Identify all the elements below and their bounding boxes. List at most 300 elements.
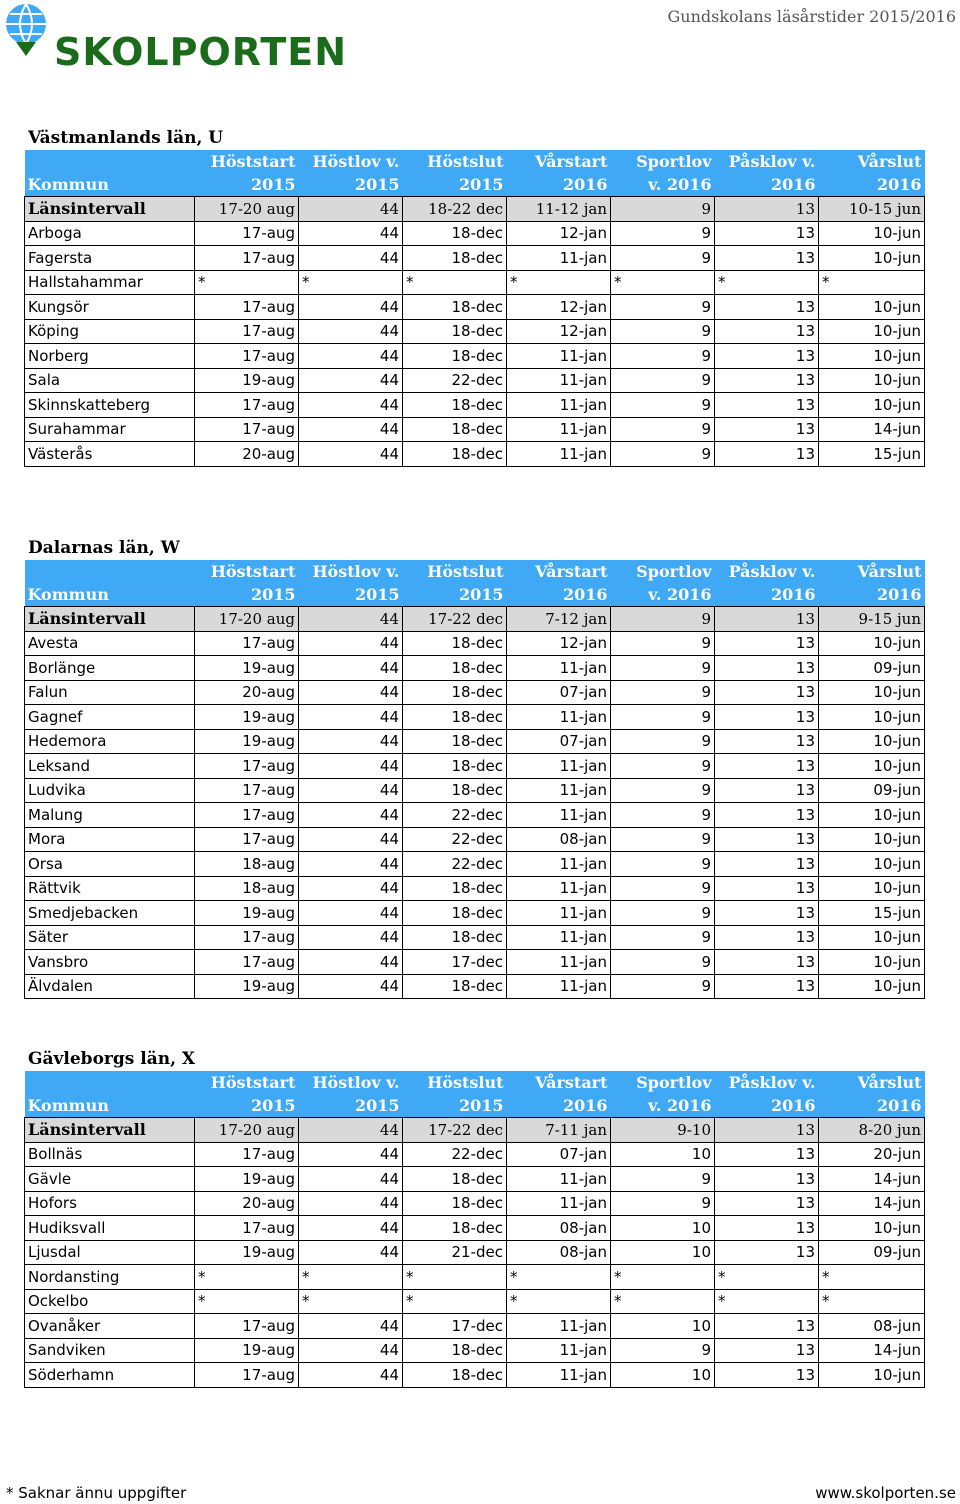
table-cell: 9 [611,705,715,730]
interval-cell: 11-12 jan [507,197,611,222]
table-cell: 9 [611,631,715,656]
column-header-line: Påsklov v. [728,1073,816,1092]
table-cell: 44 [299,876,403,901]
table-cell: 19-aug [195,656,299,681]
table-cell: 20-jun [819,1142,925,1167]
column-header-line: Påsklov v. [728,562,816,581]
table-cell: 44 [299,1338,403,1363]
column-header-line: Sportlov [636,152,712,171]
table-cell: 11-jan [507,754,611,779]
table-cell: 9 [611,876,715,901]
table-row [25,295,925,320]
table-cell: 9 [611,442,715,467]
table-cell: 17-aug [195,1314,299,1339]
column-header-line: Vårslut [857,152,922,171]
municipality-name: Hudiksvall [25,1216,195,1241]
table-cell: 17-aug [195,417,299,442]
table-cell: * [195,1265,299,1290]
column-header [819,1071,925,1118]
table-cell: 44 [299,393,403,418]
table-row [25,417,925,442]
table-cell: 44 [299,925,403,950]
table-cell: 10-jun [819,1216,925,1241]
table-row [25,631,925,656]
interval-cell: 18-22 dec [403,197,507,222]
table-cell: 44 [299,1314,403,1339]
interval-cell: 9-10 [611,1118,715,1143]
schedule-table [24,560,925,999]
table-cell: 44 [299,1240,403,1265]
column-header-line: Höststart [210,562,296,581]
table-cell: 17-aug [195,1216,299,1241]
table-cell: 19-aug [195,368,299,393]
table-cell: * [299,270,403,295]
table-cell: 44 [299,417,403,442]
table-cell: 18-dec [403,680,507,705]
table-cell: * [819,1265,925,1290]
table-cell: 08-jan [507,827,611,852]
table-cell: 10-jun [819,368,925,393]
table-cell: 11-jan [507,1191,611,1216]
table-cell: 17-aug [195,221,299,246]
table-row [25,246,925,271]
table-cell: * [403,1265,507,1290]
table-cell: 13 [715,1191,819,1216]
table-cell: 18-aug [195,876,299,901]
table-cell: 44 [299,827,403,852]
table-cell: * [195,270,299,295]
municipality-name: Malung [25,803,195,828]
table-cell: 22-dec [403,827,507,852]
table-cell: 13 [715,442,819,467]
table-row [25,270,925,295]
table-cell: 19-aug [195,974,299,999]
table-cell: 18-dec [403,925,507,950]
table-cell: 10-jun [819,1363,925,1388]
interval-cell: 9 [611,607,715,632]
globe-icon [2,2,52,58]
table-cell: 44 [299,974,403,999]
table-cell: 15-jun [819,442,925,467]
table-cell: * [403,270,507,295]
table-cell: 10-jun [819,754,925,779]
table-cell: 17-aug [195,754,299,779]
table-cell: 11-jan [507,1338,611,1363]
interval-cell: 44 [299,1118,403,1143]
schedule-table [24,1071,925,1388]
table-row [25,1142,925,1167]
table-cell: 9 [611,852,715,877]
table-cell: * [507,1289,611,1314]
municipality-name: Ockelbo [25,1289,195,1314]
column-header [25,150,195,197]
column-header-line: 2016 [876,585,922,604]
table-cell: 18-dec [403,417,507,442]
interval-cell: 8-20 jun [819,1118,925,1143]
table-cell: * [403,1289,507,1314]
table-cell: 9 [611,778,715,803]
table-cell: 13 [715,1240,819,1265]
table-cell: 18-dec [403,778,507,803]
county-section [24,126,924,467]
table-cell: 13 [715,852,819,877]
table-cell: 44 [299,901,403,926]
table-row [25,1240,925,1265]
column-header-line: v. 2016 [648,1096,712,1115]
municipality-name: Gävle [25,1167,195,1192]
interval-cell: 13 [715,607,819,632]
table-cell: 13 [715,1167,819,1192]
table-cell: 12-jan [507,631,611,656]
table-cell: 19-aug [195,1167,299,1192]
column-header-line: Kommun [27,585,109,604]
table-row [25,1289,925,1314]
table-cell: 22-dec [403,368,507,393]
table-cell: 18-dec [403,1191,507,1216]
column-header-line: Vårstart [535,562,608,581]
table-cell: 9 [611,656,715,681]
table-row [25,1191,925,1216]
table-cell: * [507,1265,611,1290]
column-header-line: Höstlov v. [312,562,400,581]
table-cell: 12-jan [507,319,611,344]
header-row [25,150,925,197]
table-cell: 9 [611,754,715,779]
document-title: Gundskolans läsårstider 2015/2016 [667,7,956,26]
table-cell: 18-dec [403,754,507,779]
table-cell: 18-dec [403,631,507,656]
table-cell: 13 [715,1314,819,1339]
table-row [25,705,925,730]
table-cell: 17-aug [195,827,299,852]
table-cell: 13 [715,393,819,418]
table-cell: 19-aug [195,1240,299,1265]
column-header-line: 2016 [562,585,608,604]
table-cell: 13 [715,729,819,754]
table-cell: 13 [715,221,819,246]
column-header-line: 2015 [458,585,504,604]
column-header [299,150,403,197]
table-cell: * [715,1265,819,1290]
table-cell: 11-jan [507,705,611,730]
table-cell: 44 [299,246,403,271]
table-cell: 21-dec [403,1240,507,1265]
table-cell: * [507,270,611,295]
logo-text: SKOLPORTEN [54,30,348,74]
column-header-line: 2015 [458,1096,504,1115]
table-cell: 9 [611,827,715,852]
table-cell: 44 [299,1142,403,1167]
table-cell: 9 [611,344,715,369]
column-header-line: 2015 [354,585,400,604]
table-cell: 11-jan [507,974,611,999]
county-title: Västmanlands län, U [28,128,224,148]
table-cell: 44 [299,1363,403,1388]
table-cell: 18-aug [195,852,299,877]
municipality-name: Norberg [25,344,195,369]
table-cell: 9 [611,974,715,999]
column-header-line: 2016 [770,1096,816,1115]
table-cell: 13 [715,754,819,779]
table-cell: 13 [715,950,819,975]
schedule-table [24,150,925,467]
table-cell: 13 [715,246,819,271]
table-cell: 17-aug [195,631,299,656]
table-cell: 11-jan [507,778,611,803]
table-row [25,1167,925,1192]
table-cell: 11-jan [507,1363,611,1388]
table-cell: 13 [715,1142,819,1167]
table-cell: 11-jan [507,1314,611,1339]
table-cell: 11-jan [507,442,611,467]
table-cell: 10-jun [819,950,925,975]
table-cell: 44 [299,295,403,320]
municipality-name: Kungsör [25,295,195,320]
column-header-line: 2015 [250,1096,296,1115]
column-header [819,150,925,197]
table-cell: 14-jun [819,417,925,442]
county-section [24,1047,924,1388]
column-header-line: Sportlov [636,562,712,581]
header-spacer [28,150,192,173]
table-cell: 10-jun [819,221,925,246]
table-cell: 44 [299,1191,403,1216]
municipality-name: Nordansting [25,1265,195,1290]
table-cell: 44 [299,803,403,828]
table-cell: 22-dec [403,852,507,877]
column-header-line: Kommun [27,175,109,194]
table-cell: 13 [715,1338,819,1363]
column-header-line: Höstlov v. [312,1073,400,1092]
table-cell: 13 [715,803,819,828]
interval-label: Länsintervall [25,607,195,632]
municipality-name: Säter [25,925,195,950]
county-title: Gävleborgs län, X [28,1049,196,1069]
column-header-line: v. 2016 [648,585,712,604]
table-cell: 10-jun [819,680,925,705]
table-cell: 20-aug [195,1191,299,1216]
table-cell: 18-dec [403,246,507,271]
table-cell: 12-jan [507,295,611,320]
table-cell: 17-aug [195,319,299,344]
municipality-name: Arboga [25,221,195,246]
municipality-name: Gagnef [25,705,195,730]
column-header-line: Vårstart [535,1073,608,1092]
table-row [25,1363,925,1388]
table-cell: 11-jan [507,344,611,369]
interval-cell: 7-12 jan [507,607,611,632]
table-cell: 9 [611,1167,715,1192]
column-header-line: v. 2016 [648,175,712,194]
municipality-name: Bollnäs [25,1142,195,1167]
municipality-name: Smedjebacken [25,901,195,926]
table-cell: 44 [299,680,403,705]
column-header-line: 2016 [562,1096,608,1115]
table-cell: 18-dec [403,705,507,730]
column-header-line: Höstslut [427,1073,504,1092]
table-cell: 17-aug [195,295,299,320]
table-cell: 17-aug [195,344,299,369]
table-cell: 12-jan [507,221,611,246]
municipality-name: Köping [25,319,195,344]
municipality-name: Falun [25,680,195,705]
table-row [25,393,925,418]
column-header [403,1071,507,1118]
table-cell: 18-dec [403,1363,507,1388]
table-cell: 44 [299,778,403,803]
table-cell: 18-dec [403,393,507,418]
column-header-line: Höstslut [427,562,504,581]
table-cell: 19-aug [195,1338,299,1363]
municipality-name: Leksand [25,754,195,779]
table-cell: 18-dec [403,221,507,246]
table-cell: 09-jun [819,1240,925,1265]
table-cell: 18-dec [403,1216,507,1241]
municipality-name: Söderhamn [25,1363,195,1388]
table-cell: 14-jun [819,1338,925,1363]
table-cell: 9 [611,729,715,754]
table-row [25,319,925,344]
table-cell: 10-jun [819,705,925,730]
table-cell: 10-jun [819,729,925,754]
table-cell: 9 [611,393,715,418]
table-cell: 13 [715,925,819,950]
column-header [819,560,925,607]
table-cell: 13 [715,319,819,344]
table-cell: * [299,1289,403,1314]
municipality-name: Hofors [25,1191,195,1216]
table-cell: 9 [611,368,715,393]
column-header-line: Vårstart [535,152,608,171]
header-row [25,560,925,607]
interval-cell: 17-20 aug [195,1118,299,1143]
table-cell: 44 [299,442,403,467]
municipality-name: Ovanåker [25,1314,195,1339]
table-cell: 9 [611,246,715,271]
table-row [25,1338,925,1363]
municipality-name: Vansbro [25,950,195,975]
interval-cell: 17-22 dec [403,607,507,632]
interval-cell: 9-15 jun [819,607,925,632]
table-cell: 17-aug [195,393,299,418]
interval-cell: 13 [715,197,819,222]
municipality-name: Borlänge [25,656,195,681]
table-cell: 17-aug [195,246,299,271]
table-cell: 18-dec [403,295,507,320]
table-cell: 9 [611,319,715,344]
table-cell: 13 [715,368,819,393]
table-cell: 22-dec [403,1142,507,1167]
table-row [25,778,925,803]
table-cell: 18-dec [403,319,507,344]
table-cell: 10-jun [819,295,925,320]
municipality-name: Västerås [25,442,195,467]
interval-label: Länsintervall [25,1118,195,1143]
table-cell: 11-jan [507,417,611,442]
table-cell: 44 [299,631,403,656]
table-cell: 18-dec [403,1167,507,1192]
table-cell: 10-jun [819,974,925,999]
interval-cell: 13 [715,1118,819,1143]
interval-cell: 17-20 aug [195,607,299,632]
municipality-name: Orsa [25,852,195,877]
table-cell: * [611,1289,715,1314]
table-cell: 44 [299,754,403,779]
table-cell: 9 [611,295,715,320]
interval-cell: 44 [299,607,403,632]
table-cell: 11-jan [507,393,611,418]
table-cell: 19-aug [195,729,299,754]
column-header-line: 2016 [770,585,816,604]
interval-cell: 17-20 aug [195,197,299,222]
table-cell: 10-jun [819,925,925,950]
municipality-name: Surahammar [25,417,195,442]
table-row [25,974,925,999]
table-cell: 08-jan [507,1216,611,1241]
table-cell: 18-dec [403,729,507,754]
municipality-name: Avesta [25,631,195,656]
table-cell: 17-aug [195,925,299,950]
table-cell: 08-jan [507,1240,611,1265]
table-cell: 44 [299,705,403,730]
table-cell: 10-jun [819,631,925,656]
table-row [25,925,925,950]
table-row [25,680,925,705]
footnote: * Saknar ännu uppgifter [6,1484,187,1502]
table-cell: 9 [611,417,715,442]
table-cell: 18-dec [403,656,507,681]
skolporten-logo [0,0,348,74]
table-cell: 10 [611,1363,715,1388]
table-cell: 17-aug [195,1363,299,1388]
table-cell: 9 [611,803,715,828]
column-header-line: 2016 [770,175,816,194]
table-cell: 9 [611,925,715,950]
footer-url[interactable]: www.skolporten.se [815,1484,956,1502]
column-header [25,560,195,607]
column-header-line: Kommun [27,1096,109,1115]
column-header-line: 2015 [250,175,296,194]
municipality-name: Rättvik [25,876,195,901]
table-cell: 17-dec [403,950,507,975]
table-row [25,344,925,369]
table-cell: 20-aug [195,680,299,705]
column-header [715,1071,819,1118]
interval-cell: 44 [299,197,403,222]
table-cell: 10 [611,1142,715,1167]
table-cell: 11-jan [507,368,611,393]
table-cell: 13 [715,417,819,442]
table-cell: 9 [611,1191,715,1216]
table-cell: 9 [611,221,715,246]
table-cell: 13 [715,656,819,681]
interval-row [25,197,925,222]
table-cell: 18-dec [403,974,507,999]
column-header [403,560,507,607]
table-cell: 13 [715,295,819,320]
table-cell: 10-jun [819,827,925,852]
municipality-name: Älvdalen [25,974,195,999]
table-cell: 13 [715,778,819,803]
table-cell: 17-aug [195,803,299,828]
interval-cell: 17-22 dec [403,1118,507,1143]
table-cell: 10-jun [819,344,925,369]
table-cell: 9 [611,680,715,705]
column-header [507,560,611,607]
interval-cell: 9 [611,197,715,222]
header-spacer [28,1071,192,1094]
column-header-line: 2015 [458,175,504,194]
